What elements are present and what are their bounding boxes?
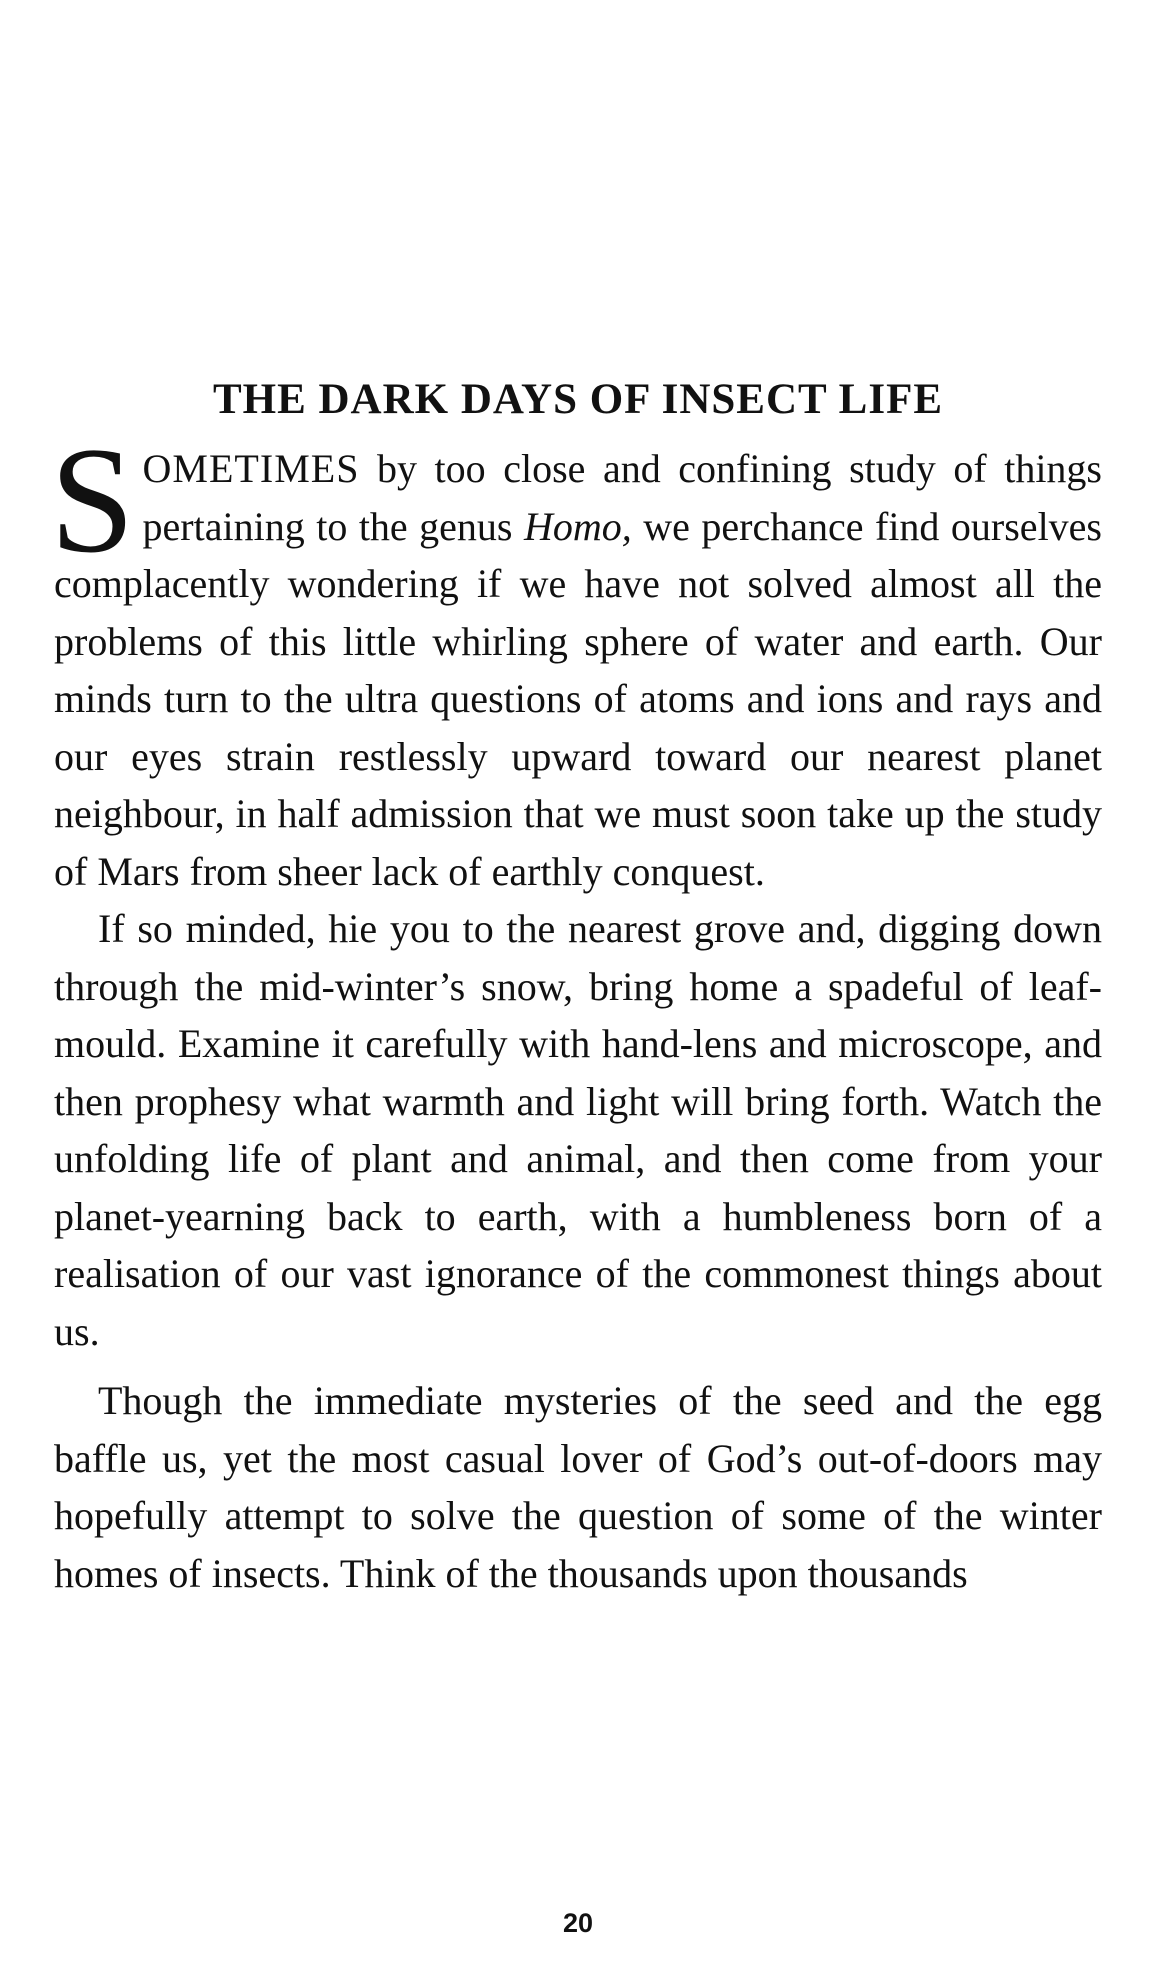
drop-cap: S bbox=[50, 416, 135, 584]
page-number: 20 bbox=[562, 1908, 594, 1938]
paragraph-3: Though the immediate mysteries of the seed and the egg baffle us, yet the most casual lover of God’s out-of-doors may hopefully attempt to solve the question of some of the winter homes of insects. Think of the thousands upon thousands bbox=[54, 1378, 1102, 1596]
paragraph-1-text-b: we perchance find ourselves complacently wondering if we have not solved almost all the problems of this little whirling sphere of water and earth. Our minds turn to the ultra questions of atoms and ions and rays and our eyes strain restlessly upward toward our nearest planet neighbour, in half admission that we must soon take up the study of Mars from sheer lack of earthly conquest. bbox=[54, 503, 1102, 894]
chapter-body bbox=[50, 416, 1102, 1602]
chapter-title: THE DARK DAYS OF INSECT LIFE bbox=[212, 375, 944, 423]
lead-in-word: OMETIMES bbox=[142, 446, 360, 491]
book-page bbox=[50, 0, 1102, 1975]
paragraph-1 bbox=[50, 416, 1102, 900]
paragraph-2: If so minded, hie you to the nearest grove and, digging down through the mid-winter’s snow, bring home a spadeful of leaf-mould. Examine it carefully with hand-lens and microscope, and then prophesy what warmth and light will bring forth. Watch the unfolding life of plant and animal, and then come from your planet-yearning back to earth, with a humbleness born of a realisation of our vast ignorance of the commonest things about us. bbox=[54, 906, 1102, 1354]
paragraph-1-text-a: by too close and confining study of things pertaining to the genus bbox=[142, 446, 1102, 549]
italic-genus-name: Homo, bbox=[524, 503, 632, 549]
